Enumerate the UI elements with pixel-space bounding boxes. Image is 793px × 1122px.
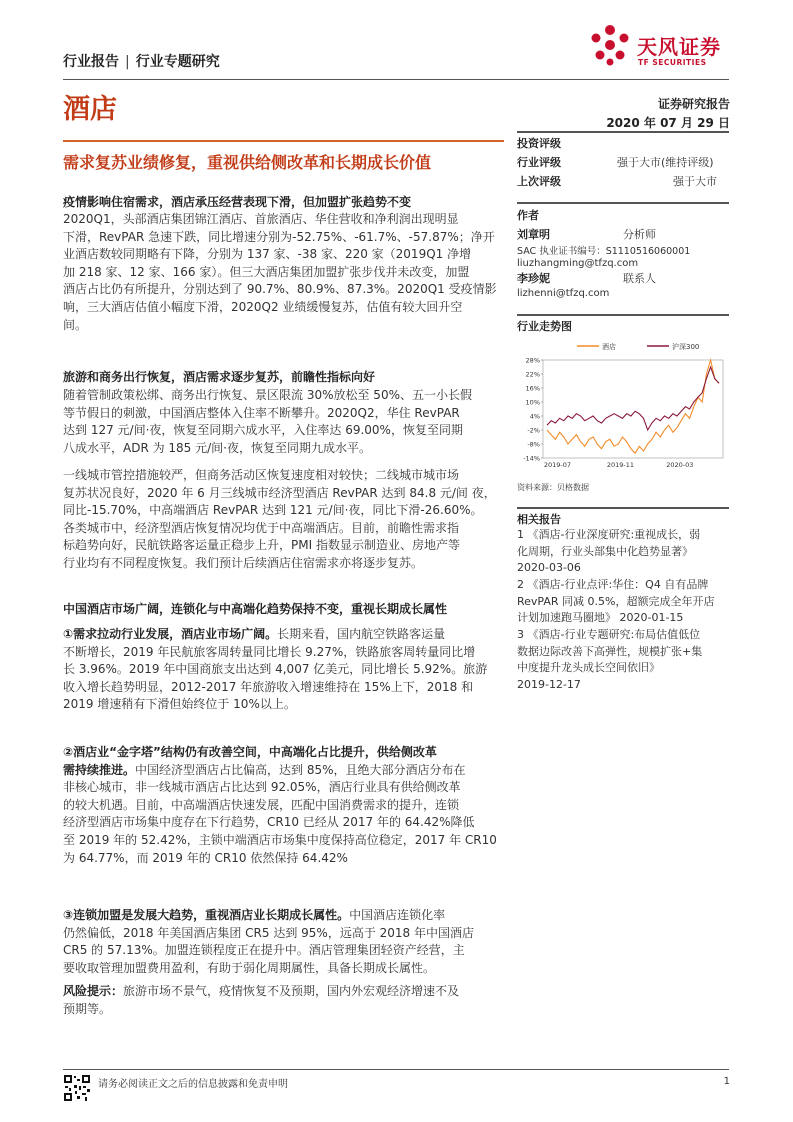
risk-warning: 风险提示：旅游市场不景气，疫情恢复不及预期，国内外宏观经济增速不及 预期等。 [63, 984, 460, 1016]
paragraph-2: 随着管制政策松绑、商务出行恢复、景区限流 30%放松至 50%、五一小长假 等节假日的刺激，中国酒店整体入住率不断攀升。2020Q2，华住 RevPAR 达到 127 元/间·夜，恢复至同期六成水平，入住率达 69.00%，恢复至同期 八成水平，ADR 为 185 元/间·夜，恢复至同期九成水平。 [63, 388, 472, 455]
x-tick-label: 2020-03 [666, 461, 694, 469]
y-tick-label: 16% [525, 384, 540, 393]
author-2: 李珍妮 联系人 [517, 272, 656, 285]
section-title-3: 中国酒店市场广阔，连锁化与中高端化趋势保持不变，重视长期成长属性 [63, 602, 448, 616]
disclaimer-note: 请务必阅读正文之后的信息披露和免责申明 [98, 1079, 288, 1090]
category-label: 行业报告 [63, 54, 119, 70]
y-tick-label: 28% [525, 356, 540, 365]
series-line-1 [547, 360, 719, 453]
industry-trend-chart [517, 334, 729, 476]
sidebar-divider-chart [517, 314, 729, 316]
author-1-email[interactable]: liuzhangming@tfzq.com [517, 258, 639, 269]
rating-heading: 投资评级 [517, 137, 561, 150]
paragraph-3: 一线城市管控措施较严，但商务活动区恢复速度相对较快；二线城市城市场 复苏状况良好，2020 年 6 月三线城市经济型酒店 RevPAR 达到 84.8 元/间 夜， 同比-15.70%，中高端酒店 RevPAR 达到 121 元/间·夜，同比下滑-26.60%。 各类城市中，经济型酒店恢复情况均优于中高端酒店。目前，前瞻性需求指 标趋势向好，民航铁路客运量正稳步上升，PMI 指数显示制造业、房地产等 行业均有不同程度恢复。我们预计后续酒店住宿需求亦将逐步复苏。 [63, 468, 496, 570]
logo-text: 天风证券 [637, 35, 721, 59]
header-divider [63, 79, 729, 80]
y-tick-label: 22% [525, 370, 540, 379]
x-tick-label: 2019-07 [543, 461, 571, 469]
page-title: 酒店 [63, 94, 117, 125]
prev-rating-value: 强于大市 [673, 175, 717, 188]
y-tick-label: -14% [523, 454, 540, 463]
title-divider [63, 140, 504, 142]
tf-logo-icon [588, 24, 632, 66]
x-tick-label: 2019-11 [606, 461, 634, 469]
author-heading: 作者 [517, 209, 539, 222]
y-tick-label: 4% [529, 412, 540, 421]
paragraph-5: ②酒店业“金字塔”结构仍有改善空间，中高端化占比提升，供给侧改革 需持续推进。中国经济型酒店占比偏高，达到 85%，且绝大部分酒店分布在 非核心城市，非一线城市酒店占比达到 92.05%，酒店行业具有供给侧改革 的较大机遇。目前，中高端酒店快速发展，匹配中国消费需求的提升，连锁 经济型酒店市场集中度存在下行趋势，CR10 已经从 2017 年的 64.42%降低 至 2019 年的 52.42%，主锁中端酒店市场集中度保持高位稳定，2017 年 CR10 为 64.77%，而 2019 年的 CR10 依然保持 64.42% [63, 745, 497, 865]
chart-y-ticks [523, 357, 543, 463]
section-title-2: 旅游和商务出行恢复，酒店需求逐步复苏，前瞻性指标向好 [63, 370, 376, 384]
chart-plot-frame [543, 360, 723, 458]
related-report-3[interactable]: 3 《酒店-行业专题研究:布局估值低位 数据边际改善下高弹性，规模扩张+集 中度提升龙头成长空间依旧》 2019-12-17 [517, 628, 703, 691]
legend-label-2: 沪深300 [672, 343, 700, 351]
category-separator: | [125, 54, 130, 70]
author-2-email[interactable]: lizhenni@tfzq.com [517, 288, 610, 299]
report-category [63, 51, 220, 71]
author-1-cert: SAC 执业证书编号：S1110516060001 [517, 246, 691, 257]
paragraph-1: 2020Q1，头部酒店集团锦江酒店、首旅酒店、华住营收和净利润出现明显 下滑，RevPAR 急速下跌，同比增速分别为-52.75%、-61.7%、-57.87%；净开 业酒店数较同期略有下降，分别为 137 家、-38 家、220 家（2019Q1 净增 加 218 家、12 家、166 家）。但三大酒店集团加盟扩张步伐并未改变，加盟 酒店占比仍有所提升，分别达到了 90.7%、80.9%、87.3%。2020Q1 受疫情影 响，三大酒店估值小幅度下滑，2020Q2 业绩缓慢复苏，估值有较大回升空 间。 [63, 212, 497, 332]
logo-subtext: TF SECURITIES [638, 58, 707, 67]
subcategory-label: 行业专题研究 [135, 54, 220, 70]
y-tick-label: 10% [525, 398, 540, 407]
rating-row: 行业评级 强于大市(维持评级) [517, 156, 714, 169]
prev-rating-row: 上次评级 强于大市 [517, 175, 717, 188]
page-number: 1 [723, 1076, 730, 1087]
chart-source: 资料来源：贝格数据 [517, 483, 589, 492]
chart-heading: 行业走势图 [517, 320, 572, 333]
related-report-2[interactable]: 2 《酒店-行业点评:华住：Q4 自有品牌 RevPAR 同减 0.5%，超额完成全年开店 计划加速跑马圈地》 2020-01-15 [517, 578, 715, 624]
risk-lead: 风险提示： [63, 984, 124, 998]
paragraph-6: ③连锁加盟是发展大趋势，重视酒店业长期成长属性。中国酒店连锁化率 仍然偏低，2018 年美国酒店集团 CR5 达到 95%，远高于 2018 年中国酒店 CR5 的 57.13%。加盟连锁程度正在提升中。酒店管理集团轻资产经营，主 要收取管理加盟费用盈利，有助于弱化周期属性，具备长期成长属性。 [63, 908, 474, 975]
footer-divider [63, 1069, 729, 1070]
author-1: 刘章明 分析师 [517, 228, 656, 241]
related-report-1[interactable]: 1 《酒店-行业深度研究:重视成长，弱 化周期，行业头部集中化趋势显著》 2020-03-06 [517, 528, 701, 574]
rating-value: 强于大市(维持评级) [617, 156, 714, 169]
chart-x-ticks [544, 461, 694, 469]
paragraph-4-lead: ①需求拉动行业发展，酒店业市场广阔。 [63, 627, 278, 641]
paragraph-5-lead: 需持续推进。 [63, 762, 136, 777]
y-tick-label: -2% [527, 426, 540, 435]
headline: 需求复苏业绩修复，重视供给侧改革和长期成长价值 [63, 153, 432, 172]
report-date: 2020 年 07 月 29 日 [606, 116, 730, 130]
y-tick-label: -8% [527, 440, 540, 449]
paragraph-4: ①需求拉动行业发展，酒店业市场广阔。长期来看，国内航空铁路客运量 不断增长，2019 年民航旅客周转量同比增长 9.27%，铁路旅客周转量同比增 长 3.96%。2019 年中国商旅支出达到 4,007 亿美元，同比增长 5.92%。旅游 收入增长趋势明显，2012-2017 年旅游收入增速维持在 15%上下，2018 和 2019 增速稍有下滑但始终位于 10%以上。 [63, 627, 488, 712]
series-line-2 [547, 367, 719, 430]
reports-heading: 相关报告 [517, 513, 561, 526]
qr-code-icon [63, 1074, 91, 1102]
sidebar-divider-top [517, 131, 729, 133]
sidebar-divider-author [517, 202, 729, 204]
paragraph-6-lead: ③连锁加盟是发展大趋势，重视酒店业长期成长属性。 [63, 908, 350, 922]
chart-grid [543, 360, 723, 458]
doc-type: 证券研究报告 [657, 97, 730, 111]
chart-legend [577, 342, 699, 351]
legend-label-1: 酒店 [602, 343, 616, 351]
chart-series [547, 360, 719, 453]
sidebar-divider-reports [517, 507, 729, 509]
section-title-1: 疫情影响住宿需求，酒店承压经营表现下滑，但加盟扩张趋势不变 [63, 195, 412, 209]
